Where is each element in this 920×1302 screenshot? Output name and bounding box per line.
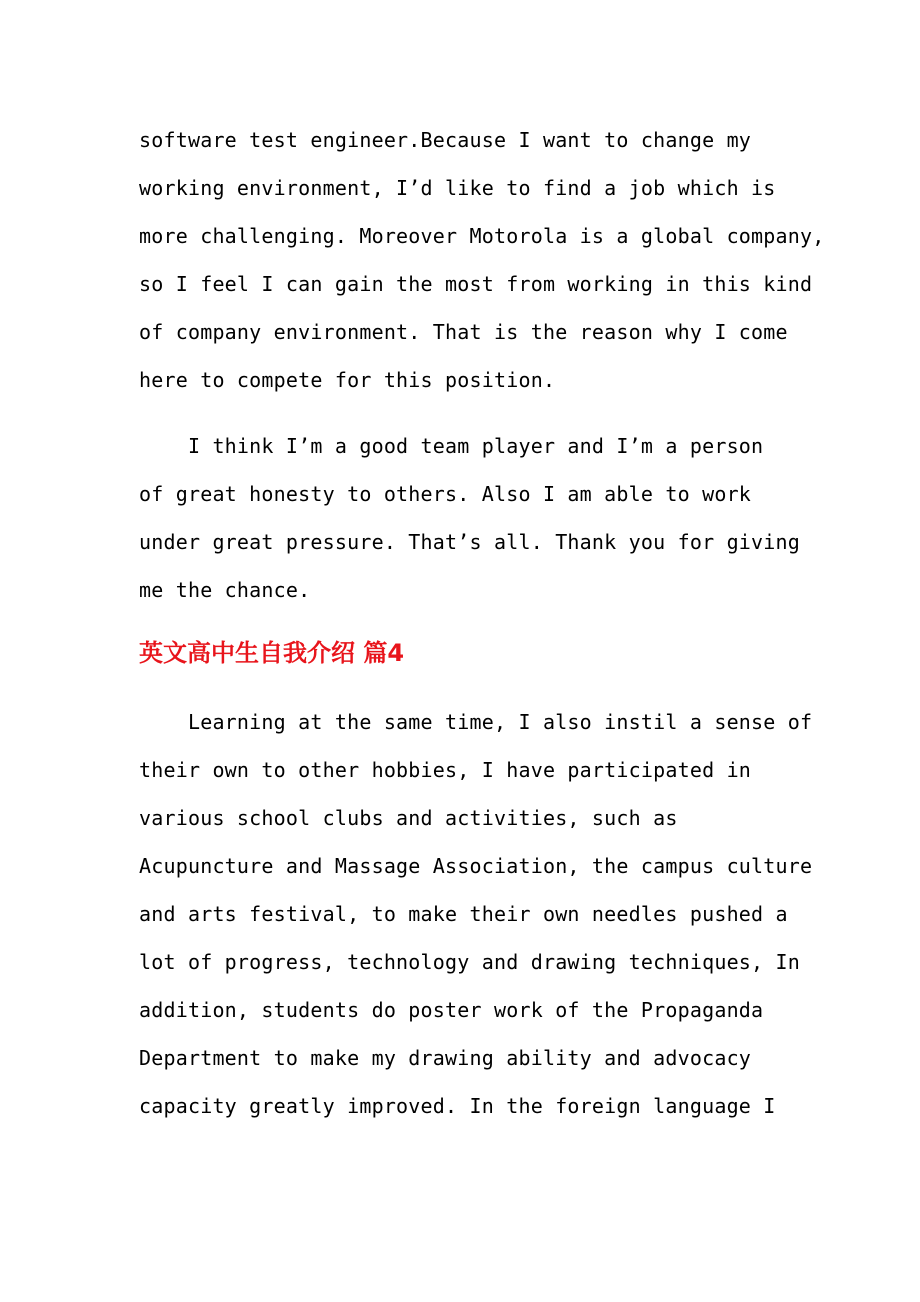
paragraph-1-line-2: working environment, I’d like to find a job which is xyxy=(139,176,776,200)
section-paragraph-line-3: various school clubs and activities, such as xyxy=(139,806,678,830)
paragraph-2-line-1: I think I’m a good team player and I’m a person xyxy=(139,434,764,458)
paragraph-2-line-4: me the chance. xyxy=(139,578,311,602)
section-paragraph-line-8: Department to make my drawing ability and advocacy xyxy=(139,1046,752,1070)
paragraph-1-line-3: more challenging. Moreover Motorola is a global company, xyxy=(139,224,825,248)
section-paragraph-line-9: capacity greatly improved. In the foreign language I xyxy=(139,1094,776,1118)
section-paragraph-line-6: lot of progress, technology and drawing techniques, In xyxy=(139,950,801,974)
section-paragraph-line-4: Acupuncture and Massage Association, the campus culture xyxy=(139,854,813,878)
section-paragraph-line-1: Learning at the same time, I also instil a sense of xyxy=(139,710,813,734)
paragraph-1-line-6: here to compete for this position. xyxy=(139,368,556,392)
section-paragraph-line-5: and arts festival, to make their own needles pushed a xyxy=(139,902,788,926)
section-paragraph-line-7: addition, students do poster work of the Propaganda xyxy=(139,998,764,1022)
paragraph-2-line-3: under great pressure. That’s all. Thank you for giving xyxy=(139,530,801,554)
section-heading: 英文高中生自我介绍 篇4 xyxy=(139,639,405,667)
paragraph-2-line-2: of great honesty to others. Also I am able to work xyxy=(139,482,752,506)
paragraph-1-line-1: software test engineer.Because I want to change my xyxy=(139,128,752,152)
section-paragraph-line-2: their own to other hobbies, I have participated in xyxy=(139,758,752,782)
paragraph-1-line-4: so I feel I can gain the most from working in this kind xyxy=(139,272,813,296)
paragraph-1-line-5: of company environment. That is the reason why I come xyxy=(139,320,788,344)
